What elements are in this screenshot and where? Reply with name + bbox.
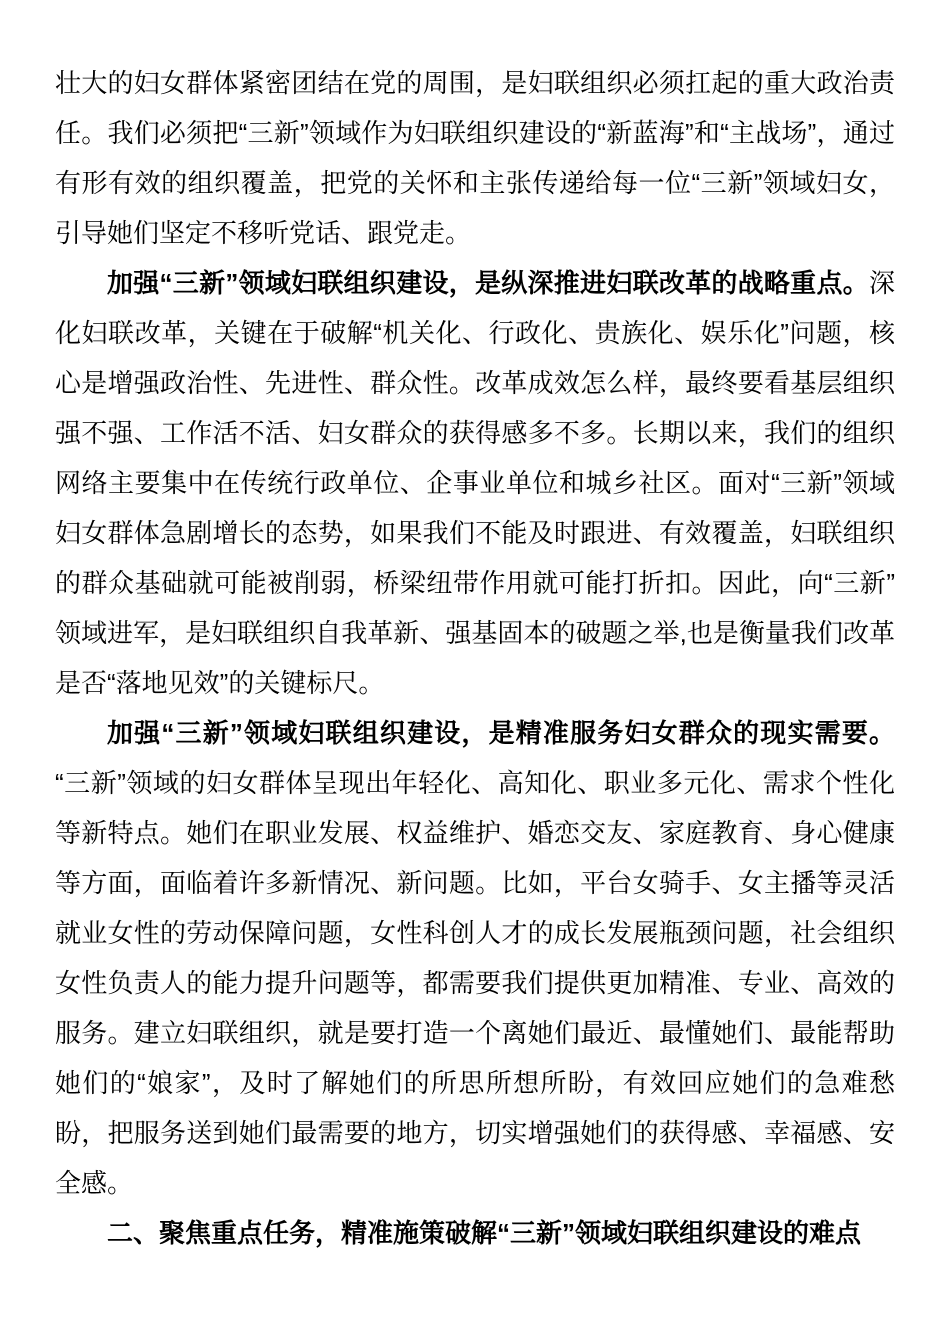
section-heading-two: [55, 1208, 895, 1258]
paragraph-continuation-text: 壮大的妇女群体紧密团结在党的周围，是妇联组织必须扛起的重大政治责任。我们必须把“三新”领域作为妇联组织建设的“新蓝海”和“主战场”，通过有形有效的组织覆盖，把党的关怀和主张传递给每一位“三新”领域妇女，引导她们坚定不移听党话、跟党走。: [55, 68, 895, 248]
paragraph-serve-women-text: “三新”领域的妇女群体呈现出年轻化、高知化、职业多元化、需求个性化等新特点。她们在职业发展、权益维护、婚恋交友、家庭教育、身心健康等方面，面临着许多新情况、新问题。比如，平台女骑手、女主播等灵活就业女性的劳动保障问题，女性科创人才的成长发展瓶颈问题，社会组织女性负责人的能力提升问题等，都需要我们提供更加精准、专业、高效的服务。建立妇联组织，就是要打造一个离她们最近、最懂她们、最能帮助她们的“娘家”，及时了解她们的所思所想所盼，有效回应她们的急难愁盼，把服务送到她们最需要的地方，切实增强她们的获得感、幸福感、安全感。: [55, 768, 895, 1198]
paragraph-strategic-focus-lead: 加强“三新”领域妇联组织建设，是纵深推进妇联改革的战略重点。: [107, 268, 869, 298]
paragraph-strategic-focus-text: 深化妇联改革，关键在于破解“机关化、行政化、贵族化、娱乐化”问题，核心是增强政治性、先进性、群众性。改革成效怎么样，最终要看基层组织强不强、工作活不活、妇女群众的获得感多不多。长期以来，我们的组织网络主要集中在传统行政单位、企事业单位和城乡社区。面对“三新”领域妇女群体急剧增长的态势，如果我们不能及时跟进、有效覆盖，妇联组织的群众基础就可能被削弱，桥梁纽带作用就可能打折扣。因此，向“三新”领域进军，是妇联组织自我革新、强基固本的破题之举,也是衡量我们改革是否“落地见效”的关键标尺。: [55, 268, 895, 698]
paragraph-serve-women: [55, 708, 895, 1208]
paragraph-strategic-focus: [55, 258, 895, 708]
paragraph-serve-women-lead: 加强“三新”领域妇联组织建设，是精准服务妇女群众的现实需要。: [107, 718, 895, 748]
section-heading-two-text: 二、聚焦重点任务，精准施策破解“三新”领域妇联组织建设的难点: [107, 1218, 862, 1248]
paragraph-continuation: [55, 58, 895, 258]
